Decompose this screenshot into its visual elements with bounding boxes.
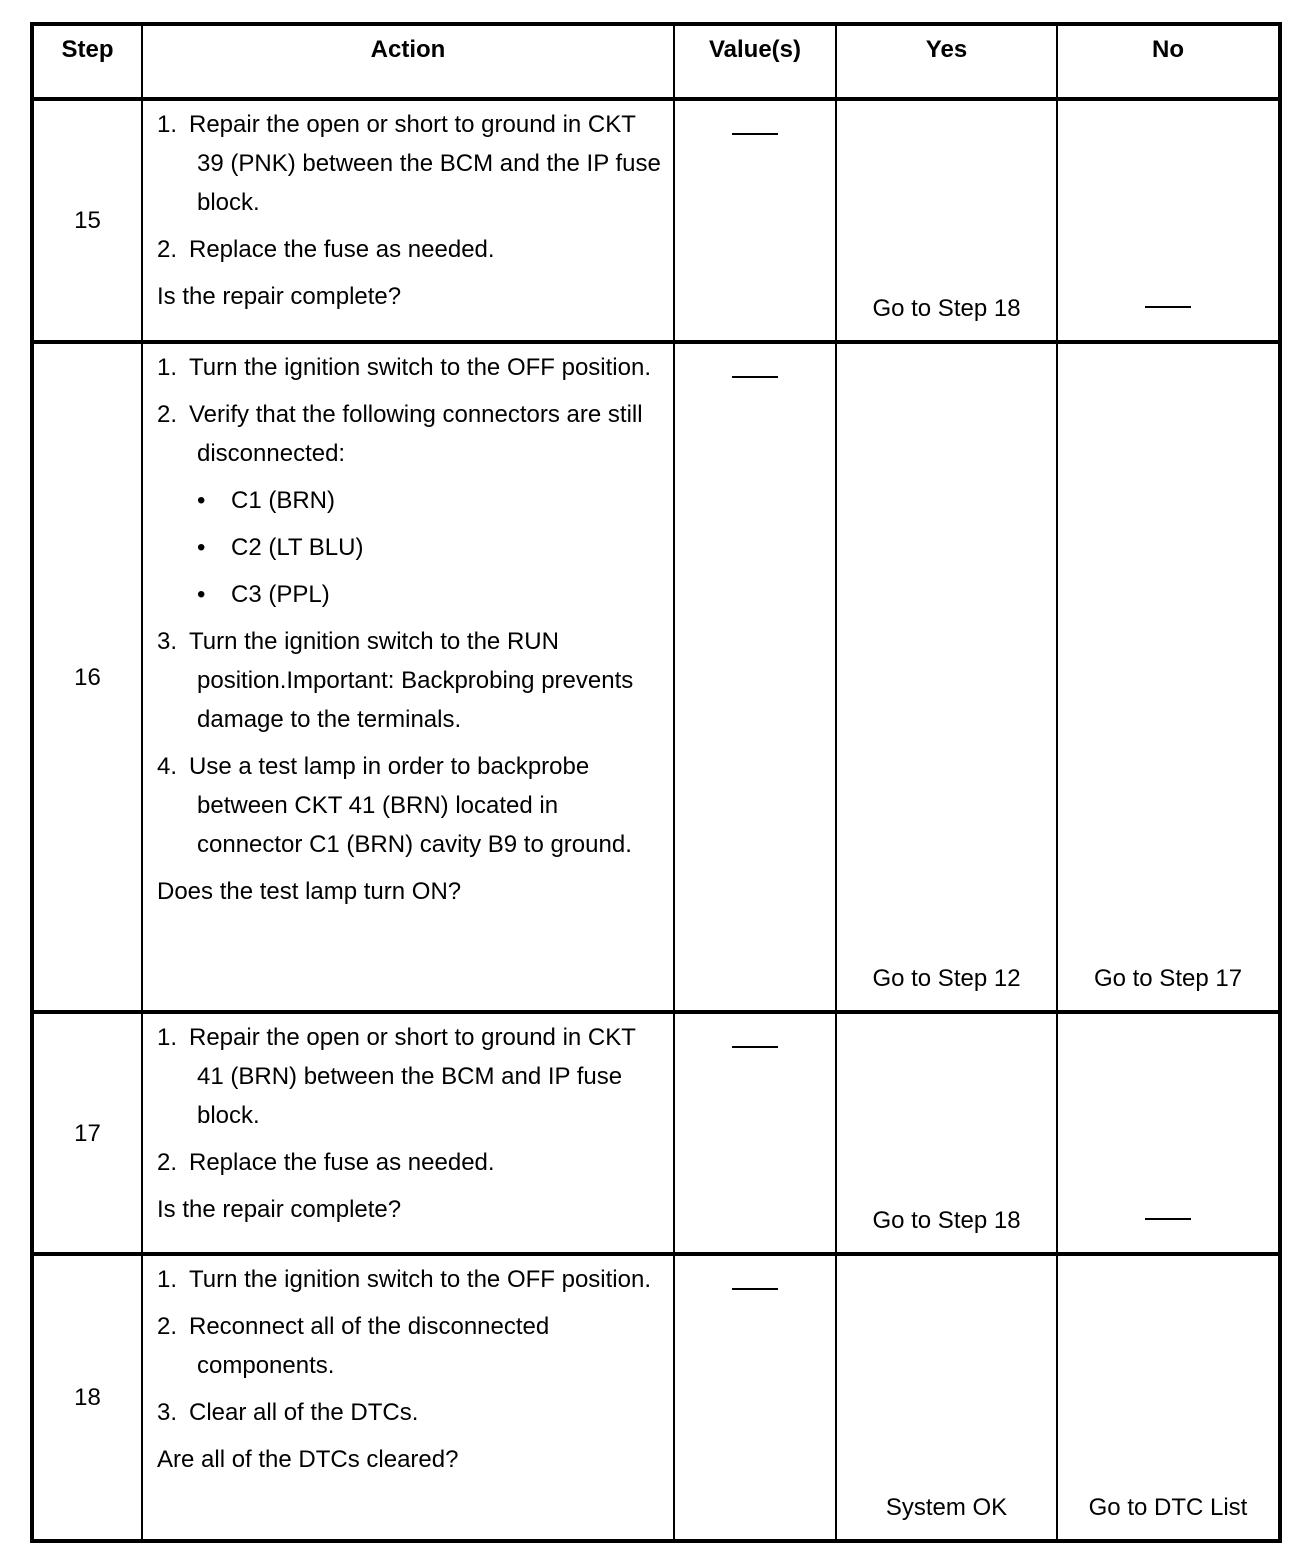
- no-cell: [1057, 99, 1280, 342]
- action-item: 1. Repair the open or short to ground in CKT 41 (BRN) between the BCM and IP fuse block.: [157, 1024, 636, 1129]
- header-no: No: [1057, 24, 1280, 99]
- action-item: 1. Repair the open or short to ground in CKT 39 (PNK) between the BCM and the IP fuse block.: [157, 111, 661, 216]
- value-cell: [674, 99, 836, 342]
- action-item: 2. Replace the fuse as needed.: [157, 1149, 495, 1176]
- connector-label: C1 (BRN): [231, 487, 336, 514]
- action-cell: [142, 99, 674, 342]
- connector-bullet: • C1 (BRN): [197, 487, 336, 514]
- action-cell: [142, 1012, 674, 1254]
- table-row: [32, 342, 1280, 1012]
- step-number: 17: [32, 1012, 142, 1254]
- value-dash: [732, 1288, 778, 1290]
- header-step: Step: [32, 24, 142, 99]
- action-cell: [142, 1254, 674, 1541]
- action-cell: [142, 342, 674, 1012]
- action-question: Are all of the DTCs cleared?: [157, 1446, 459, 1473]
- yes-cell: Go to Step 12: [836, 342, 1057, 1012]
- header-values: Value(s): [674, 24, 836, 99]
- value-cell: [674, 1012, 836, 1254]
- action-question: Is the repair complete?: [157, 283, 402, 310]
- action-item: 3. Turn the ignition switch to the RUN position.Important: Backprobing prevents damage to the terminals.: [157, 628, 634, 733]
- value-dash: [732, 376, 778, 378]
- action-item: 1. Turn the ignition switch to the OFF position.: [157, 354, 651, 381]
- connector-label: C2 (LT BLU): [231, 534, 364, 561]
- action-item: 2. Verify that the following connectors are still disconnected:: [157, 401, 643, 467]
- no-cell: [1057, 1012, 1280, 1254]
- yes-cell: Go to Step 18: [836, 99, 1057, 342]
- table-row: [32, 1012, 1280, 1254]
- step-number: 16: [32, 342, 142, 1012]
- table-row: [32, 1254, 1280, 1541]
- no-dash: [1145, 306, 1191, 308]
- yes-cell: System OK: [836, 1254, 1057, 1541]
- no-cell: Go to Step 17: [1057, 342, 1280, 1012]
- value-dash: [732, 133, 778, 135]
- action-item: 4. Use a test lamp in order to backprobe between CKT 41 (BRN) located in connector C1 (BRN) cavity B9 to ground.: [157, 753, 632, 858]
- connector-label: C3 (PPL): [231, 581, 330, 608]
- diagnostic-table: [30, 22, 1282, 1543]
- header-action: Action: [142, 24, 674, 99]
- action-question: Is the repair complete?: [157, 1196, 402, 1223]
- no-cell: Go to DTC List: [1057, 1254, 1280, 1541]
- action-item: 1. Turn the ignition switch to the OFF position.: [157, 1266, 651, 1293]
- table-row: [32, 99, 1280, 342]
- value-cell: [674, 342, 836, 1012]
- step-number: 18: [32, 1254, 142, 1541]
- step-number: 15: [32, 99, 142, 342]
- value-dash: [732, 1046, 778, 1048]
- header-row: [32, 24, 1280, 99]
- yes-cell: Go to Step 18: [836, 1012, 1057, 1254]
- connector-bullet: • C3 (PPL): [197, 581, 330, 608]
- action-item: 2. Reconnect all of the disconnected components.: [157, 1313, 550, 1379]
- value-cell: [674, 1254, 836, 1541]
- action-item: 2. Replace the fuse as needed.: [157, 236, 495, 263]
- no-dash: [1145, 1218, 1191, 1220]
- action-item: 3. Clear all of the DTCs.: [157, 1399, 419, 1426]
- connector-bullet: • C2 (LT BLU): [197, 534, 364, 561]
- header-yes: Yes: [836, 24, 1057, 99]
- action-question: Does the test lamp turn ON?: [157, 878, 462, 905]
